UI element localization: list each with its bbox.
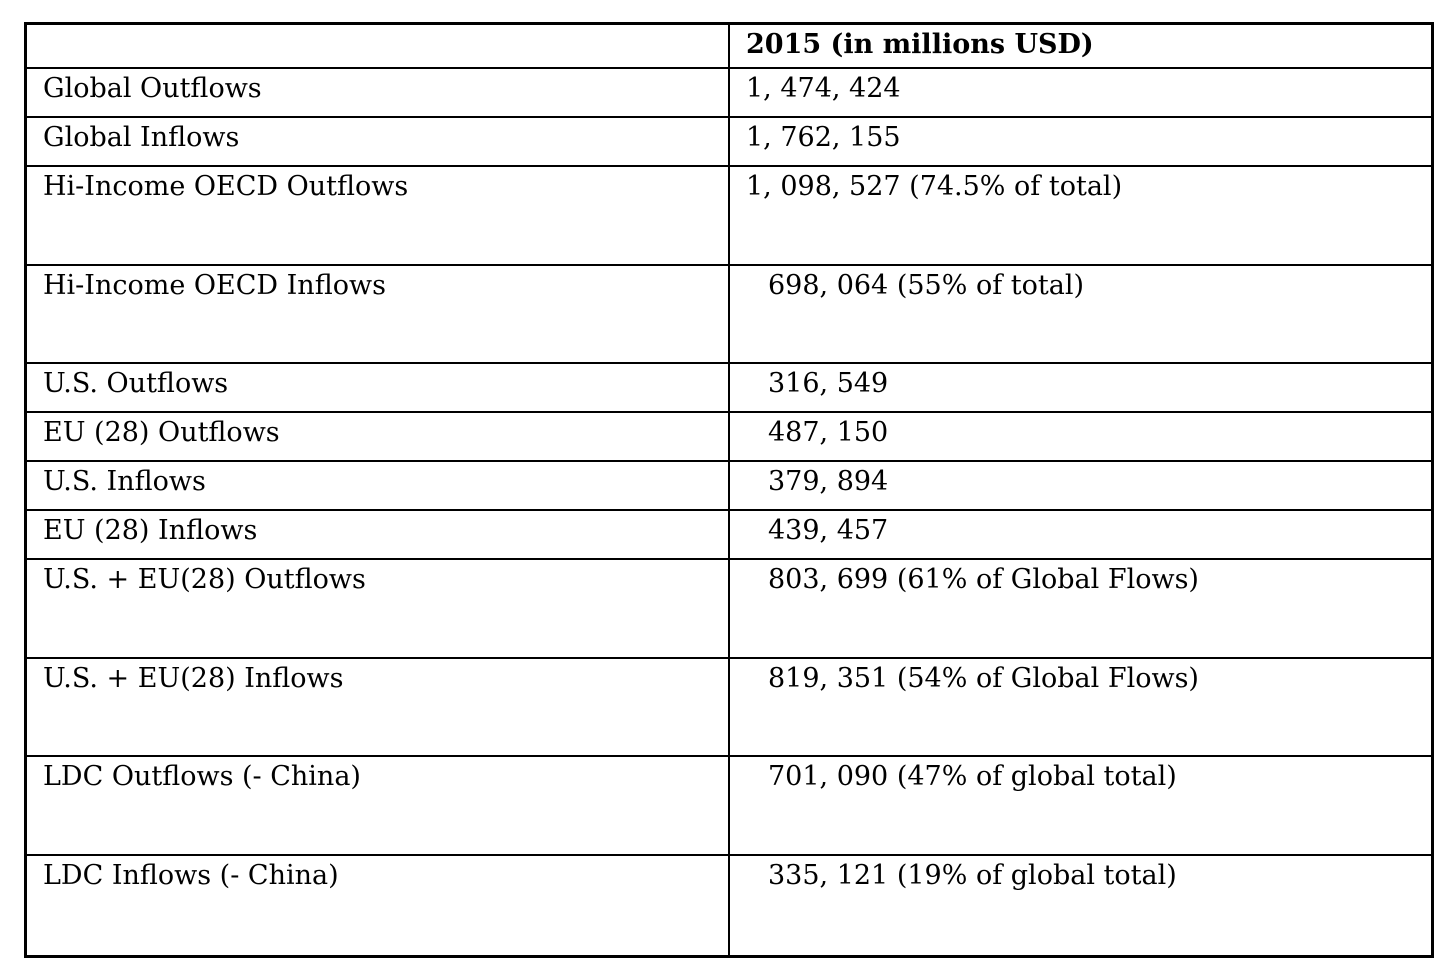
row-label: Hi-Income OECD Inflows [43, 269, 386, 301]
row-value: 487, 150 [768, 417, 889, 449]
row-value-cell [729, 363, 1431, 412]
row-value-cell [729, 265, 1431, 364]
table-row [27, 855, 1431, 955]
table-row [27, 461, 1431, 510]
row-value-cell [729, 756, 1431, 855]
row-value-cell [729, 510, 1431, 559]
row-value-cell [729, 559, 1431, 658]
row-value-cell [729, 68, 1431, 117]
row-label-cell [27, 117, 729, 166]
header-year-unit: 2015 (in millions USD) [746, 29, 1094, 60]
row-value-cell [729, 117, 1431, 166]
row-value: 316, 549 [768, 368, 889, 400]
table-row [27, 363, 1431, 412]
row-label-cell [27, 68, 729, 117]
row-value: 439, 457 [768, 514, 889, 546]
row-label: Global Outflows [43, 73, 262, 104]
table-body [27, 68, 1431, 955]
row-label: EU (28) Inflows [43, 514, 258, 546]
row-value: 1, 098, 527 (74.5% of total) [746, 170, 1123, 202]
row-label: U.S. Inflows [43, 466, 206, 498]
row-value: 1, 762, 155 [746, 121, 901, 153]
row-value: 819, 351 (54% of Global Flows) [768, 662, 1199, 694]
table-header-row [27, 25, 1431, 68]
row-label: U.S. + EU(28) Outflows [43, 563, 366, 595]
row-value-cell [729, 412, 1431, 461]
row-value-cell [729, 855, 1431, 955]
row-label-cell [27, 658, 729, 757]
data-table-frame [24, 22, 1434, 958]
row-label-cell [27, 461, 729, 510]
row-label-cell [27, 412, 729, 461]
row-label-cell [27, 756, 729, 855]
row-value: 1, 474, 424 [746, 73, 901, 104]
row-value: 698, 064 (55% of total) [768, 269, 1084, 301]
table-row [27, 756, 1431, 855]
row-label: Global Inflows [43, 121, 240, 153]
header-label-cell [27, 25, 729, 68]
row-label-cell [27, 559, 729, 658]
row-value-cell [729, 461, 1431, 510]
row-value-cell [729, 166, 1431, 265]
row-label-cell [27, 510, 729, 559]
row-label-cell [27, 363, 729, 412]
row-label: LDC Outflows (- China) [43, 761, 361, 793]
row-value: 701, 090 (47% of global total) [768, 761, 1177, 793]
row-label-cell [27, 166, 729, 265]
table-row [27, 658, 1431, 757]
table-row [27, 559, 1431, 658]
row-label: U.S. + EU(28) Inflows [43, 662, 344, 694]
row-label: Hi-Income OECD Outflows [43, 170, 409, 202]
table-row [27, 117, 1431, 166]
row-value: 803, 699 (61% of Global Flows) [768, 563, 1199, 595]
table-row [27, 68, 1431, 117]
row-label-cell [27, 855, 729, 955]
header-value-cell [729, 25, 1431, 68]
row-value: 379, 894 [768, 466, 889, 498]
row-label: EU (28) Outflows [43, 417, 280, 449]
row-value: 335, 121 (19% of global total) [768, 860, 1177, 892]
fdi-flows-table [27, 25, 1431, 955]
row-value-cell [729, 658, 1431, 757]
row-label: LDC Inflows (- China) [43, 860, 339, 892]
table-row [27, 265, 1431, 364]
row-label-cell [27, 265, 729, 364]
row-label: U.S. Outflows [43, 368, 229, 400]
table-row [27, 412, 1431, 461]
table-row [27, 510, 1431, 559]
table-row [27, 166, 1431, 265]
